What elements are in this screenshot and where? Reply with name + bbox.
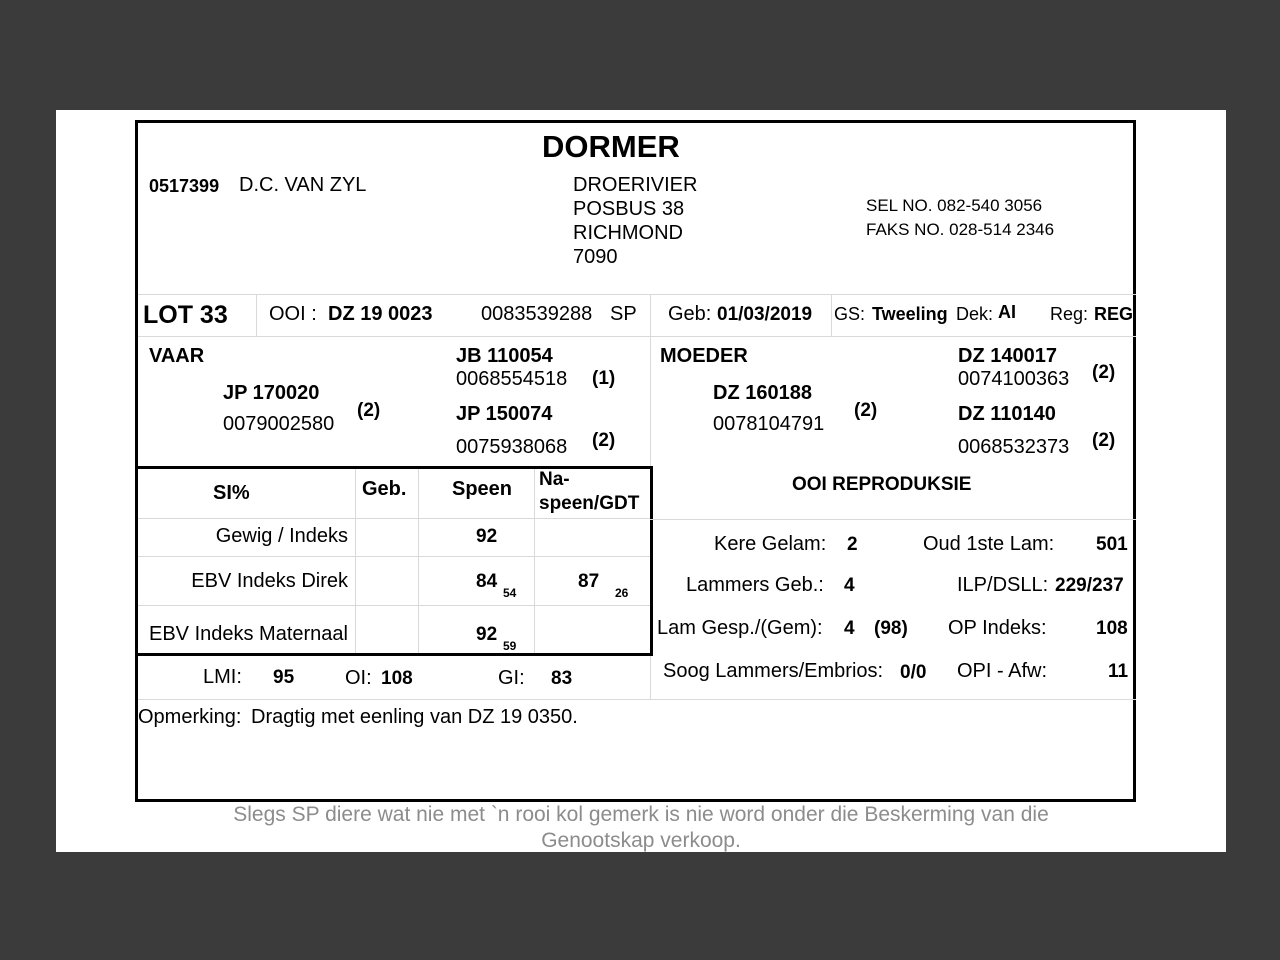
op-indeks-value: 108 xyxy=(1096,618,1128,639)
moeder-label: MOEDER xyxy=(660,345,748,367)
address-line-2: POSBUS 38 xyxy=(573,198,685,220)
divider xyxy=(534,469,535,653)
moeder-dam-number: 0068532373 xyxy=(958,436,1070,458)
divider xyxy=(138,518,650,519)
opi-afw-value: 11 xyxy=(1108,661,1129,682)
op-indeks-label: OP Indeks: xyxy=(948,617,1047,639)
cell-number: SEL NO. 082-540 3056 xyxy=(866,196,1043,215)
geb-header: Geb. xyxy=(362,478,407,500)
lam-gesp-value: 4 xyxy=(844,618,855,639)
breeder-number: 0517399 xyxy=(149,176,220,196)
moeder-number: 0078104791 xyxy=(713,413,825,435)
lammers-geb-value: 4 xyxy=(844,575,855,596)
divider xyxy=(256,294,257,336)
registration-number: 0083539288 xyxy=(481,303,593,325)
moeder-sire-id: DZ 140017 xyxy=(958,345,1057,367)
divider xyxy=(418,469,419,653)
vaar-label: VAAR xyxy=(149,345,205,367)
dek-label: Dek: xyxy=(956,304,994,324)
maternaal-speen-accuracy: 59 xyxy=(503,639,517,653)
vaar-dam-number: 0075938068 xyxy=(456,436,568,458)
divider xyxy=(138,699,1136,700)
gewig-speen: 92 xyxy=(476,526,498,547)
ilp-dsll-label: ILP/DSLL: xyxy=(957,574,1049,596)
vaar-id: JP 170020 xyxy=(223,382,320,404)
divider xyxy=(650,336,651,466)
ooi-id: DZ 19 0023 xyxy=(328,303,433,325)
divider xyxy=(138,605,650,606)
gi-value: 83 xyxy=(551,668,573,689)
kere-gelam-value: 2 xyxy=(847,534,858,555)
vaar-number: 0079002580 xyxy=(223,413,335,435)
vaar-sire-grade: (1) xyxy=(592,368,616,389)
row-label-gewig: Gewig / Indeks xyxy=(215,525,348,547)
vaar-sire-number: 0068554518 xyxy=(456,368,568,390)
naspeen-header: Na-speen/GDT xyxy=(539,469,640,514)
oud-1ste-lam-value: 501 xyxy=(1096,534,1128,555)
si-header: SI% xyxy=(213,482,250,504)
divider xyxy=(138,556,650,557)
vaar-dam-grade: (2) xyxy=(592,430,616,451)
lmi-label: LMI: xyxy=(203,666,242,688)
divider xyxy=(650,519,1136,520)
opi-afw-label: OPI - Afw: xyxy=(957,660,1048,682)
divider xyxy=(138,336,1136,337)
lam-gesp-average: (98) xyxy=(874,618,908,639)
direk-speen: 84 xyxy=(476,571,498,592)
reproduction-title: OOI REPRODUKSIE xyxy=(792,474,972,495)
row-label-ebv-direk: EBV Indeks Direk xyxy=(191,570,348,592)
breed-title: DORMER xyxy=(542,129,680,164)
soog-lammers-label: Soog Lammers/Embrios: xyxy=(663,660,884,682)
reg-value: REG xyxy=(1094,304,1134,324)
divider xyxy=(355,469,356,653)
vaar-dam-id: JP 150074 xyxy=(456,403,553,425)
moeder-dam-id: DZ 110140 xyxy=(958,403,1056,425)
footer-note: Slegs SP diere wat nie met `n rooi kol gemerk is nie word onder die Beskerming van die Genootskap verkoop. xyxy=(233,803,1049,852)
maternaal-speen: 92 xyxy=(476,624,498,645)
address-line-3: RICHMOND xyxy=(573,222,683,244)
lot-number: LOT 33 xyxy=(143,301,228,329)
vaar-sire-id: JB 110054 xyxy=(456,345,553,367)
birth-date-label: Geb: xyxy=(668,303,712,325)
kere-gelam-label: Kere Gelam: xyxy=(714,533,827,555)
moeder-id: DZ 160188 xyxy=(713,382,812,404)
vaar-grade: (2) xyxy=(357,400,381,421)
moeder-grade: (2) xyxy=(854,400,878,421)
address-line-1: DROERIVIER xyxy=(573,174,698,196)
moeder-dam-grade: (2) xyxy=(1092,430,1116,451)
address-line-4: 7090 xyxy=(573,246,618,268)
lam-gesp-label: Lam Gesp./(Gem): xyxy=(657,617,823,639)
fax-number: FAKS NO. 028-514 2346 xyxy=(866,220,1055,239)
reg-label: Reg: xyxy=(1050,304,1089,324)
dek-value: AI xyxy=(998,302,1016,322)
gs-label: GS: xyxy=(834,304,866,324)
lammers-geb-label: Lammers Geb.: xyxy=(686,574,824,596)
speen-header: Speen xyxy=(452,478,513,500)
direk-speen-accuracy: 54 xyxy=(503,586,517,600)
direk-naspeen: 87 xyxy=(578,571,600,592)
moeder-sire-number: 0074100363 xyxy=(958,368,1070,390)
moeder-sire-grade: (2) xyxy=(1092,362,1116,383)
remark-text: Dragtig met eenling van DZ 19 0350. xyxy=(251,706,578,728)
gs-value: Tweeling xyxy=(872,304,948,324)
row-label-ebv-maternaal: EBV Indeks Maternaal xyxy=(149,623,348,645)
oud-1ste-lam-label: Oud 1ste Lam: xyxy=(923,533,1055,555)
ooi-label: OOI : xyxy=(269,303,317,325)
direk-naspeen-accuracy: 26 xyxy=(615,586,629,600)
divider xyxy=(831,294,832,336)
sp-marker: SP xyxy=(610,303,637,325)
lmi-value: 95 xyxy=(273,667,295,688)
oi-value: 108 xyxy=(381,668,413,689)
birth-date: 01/03/2019 xyxy=(717,304,813,325)
ilp-dsll-value: 229/237 xyxy=(1055,575,1124,596)
breeder-name: D.C. VAN ZYL xyxy=(239,174,367,196)
lot-card xyxy=(135,120,1136,802)
divider xyxy=(650,656,651,699)
divider xyxy=(138,294,1136,295)
divider xyxy=(650,294,651,336)
document-sheet xyxy=(56,110,1226,852)
oi-label: OI: xyxy=(345,667,372,689)
remark-label: Opmerking: xyxy=(138,706,242,728)
soog-lammers-value: 0/0 xyxy=(900,662,927,683)
gi-label: GI: xyxy=(498,667,525,689)
